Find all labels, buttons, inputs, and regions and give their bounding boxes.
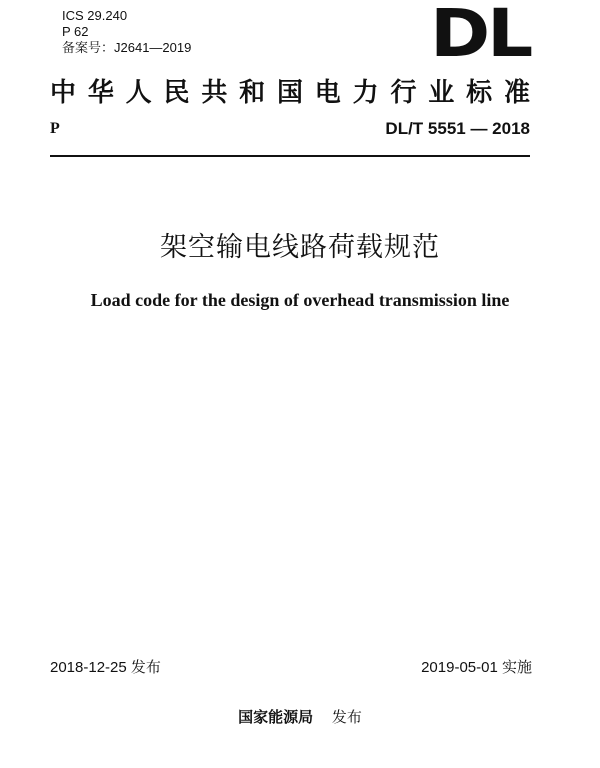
title-chinese: 架空输电线路荷载规范 xyxy=(160,232,440,263)
org-char: 民 xyxy=(163,78,190,108)
organization-title xyxy=(50,78,530,108)
category-code: P xyxy=(50,120,60,137)
org-char: 和 xyxy=(239,78,266,108)
title-english: Load code for the design of overhead transmission line xyxy=(90,290,510,310)
record-number: 备案号：J2641—2019 xyxy=(62,40,192,55)
dl-logo: DL xyxy=(430,0,530,72)
org-char: 行 xyxy=(390,78,417,108)
publisher-name: 国家能源局 xyxy=(238,708,314,726)
ics-code: ICS 29.240 xyxy=(62,8,128,23)
org-char: 标 xyxy=(466,78,493,108)
org-char: 电 xyxy=(314,78,341,108)
org-char: 准 xyxy=(503,78,530,108)
header-divider xyxy=(50,155,530,157)
org-char: 力 xyxy=(352,78,379,108)
org-char: 中 xyxy=(50,78,77,108)
org-char: 人 xyxy=(125,78,152,108)
publisher-action: 发布 xyxy=(331,708,362,726)
org-char: 华 xyxy=(87,78,114,108)
implementation-date: 2019-05-01 实施 xyxy=(421,659,532,676)
publisher-line xyxy=(0,706,600,727)
org-char: 国 xyxy=(276,78,303,108)
ccs-code: P 62 xyxy=(62,24,89,39)
standard-number: DL/T 5551 — 2018 xyxy=(385,119,530,138)
org-char: 共 xyxy=(201,78,228,108)
org-char: 业 xyxy=(428,78,455,108)
issue-date: 2018-12-25 发布 xyxy=(50,659,161,676)
classification-block xyxy=(62,8,191,56)
